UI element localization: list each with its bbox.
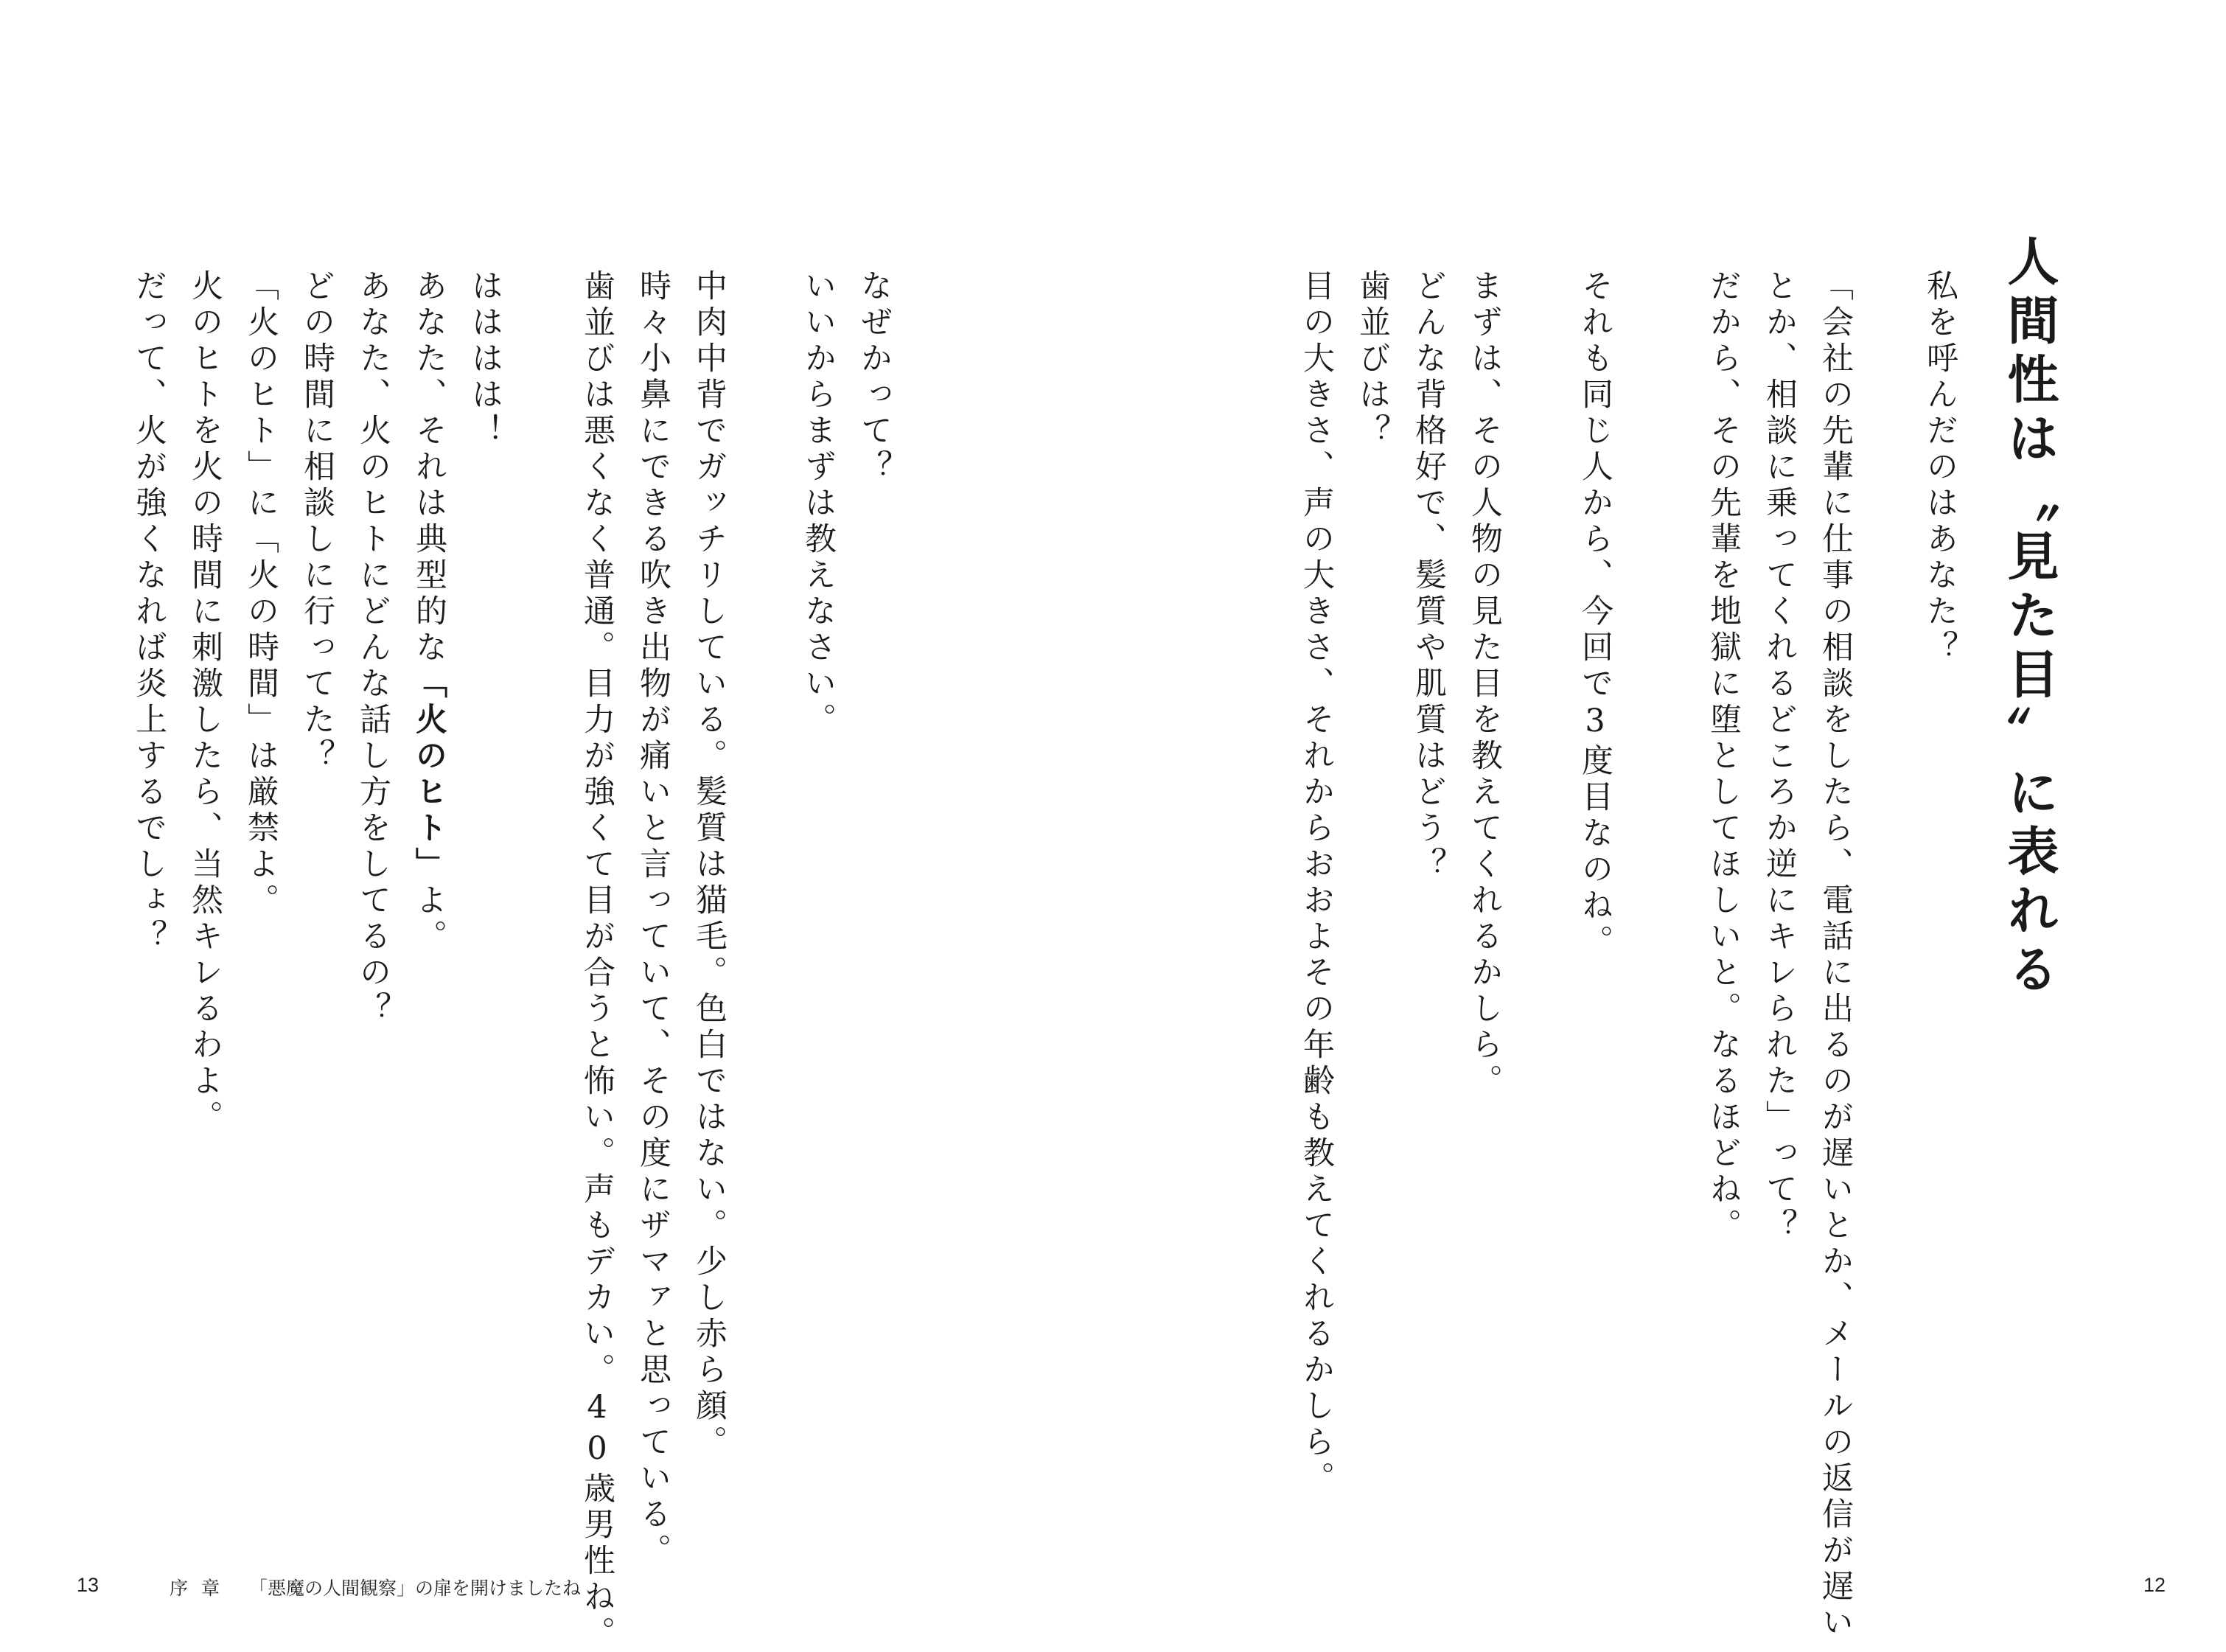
body-line: 私を呼んだのはあなた？	[1922, 269, 1958, 666]
body-line: 中肉中背でガッチリしている。髪質は猫毛。色白ではない。少し赤ら顔。	[691, 269, 728, 1461]
body-line: 「火のヒト」に「火の時間」は厳禁よ。	[243, 269, 279, 919]
body-line: 「会社の先輩に仕事の相談をしたら、電話に出るのが遅いとか、メールの返信が遅い	[1817, 269, 1854, 1642]
page-number-right: 12	[2143, 1574, 2166, 1596]
line-suffix: よ。	[411, 883, 447, 955]
page-number-left: 13	[77, 1574, 100, 1596]
bold-term: 「火のヒト」	[411, 666, 447, 883]
line-text: あなた、それは典型的な	[411, 269, 447, 666]
body-line: 目の大きさ、声の大きさ、それからおおよその年齢も教えてくれるかしら。	[1298, 269, 1335, 1497]
body-line: だから、その先輩を地獄に堕としてほしいと。なるほどね。	[1705, 269, 1742, 1244]
body-line: だって、火が強くなれば炎上するでしょ？	[130, 269, 167, 955]
running-head-title: 「悪魔の人間観察」の扉を開けましたね	[249, 1578, 582, 1599]
body-line: まずは、その人物の見た目を教えてくれるかしら。	[1466, 269, 1503, 1100]
body-line: 火のヒトを火の時間に刺激したら、当然キレるわよ。	[186, 269, 223, 1136]
body-line: それも同じ人から、今回で3度目なのね。	[1577, 269, 1613, 961]
body-line: 時々小鼻にできる吹き出物が痛いと言っていて、その度にザマァと思っている。	[635, 269, 671, 1569]
body-line: あなた、火のヒトにどんな話し方をしてるの？	[355, 269, 391, 1028]
body-line: どの時間に相談しに行ってた？	[299, 269, 335, 775]
running-head-section: 序章	[170, 1578, 234, 1599]
body-line: なぜかって？	[856, 269, 893, 486]
chapter-heading: 人間性は〝見た目〟に表れる	[1999, 234, 2059, 1001]
body-line: はははは！	[467, 269, 503, 450]
body-line: 歯並びは？	[1354, 269, 1391, 450]
body-line: いいからまずは教えなさい。	[800, 269, 837, 739]
body-line: 歯並びは悪くなく普通。目力が強くて目が合うと怖い。声もデカい。40歳男性ね。	[579, 269, 615, 1652]
body-line: とか、相談に乗ってくれるどころか逆にキレられた」って？	[1761, 269, 1798, 1244]
body-line	[411, 269, 447, 955]
running-head	[170, 1574, 581, 1600]
body-line: どんな背格好で、髪質や肌質はどう？	[1410, 269, 1447, 883]
